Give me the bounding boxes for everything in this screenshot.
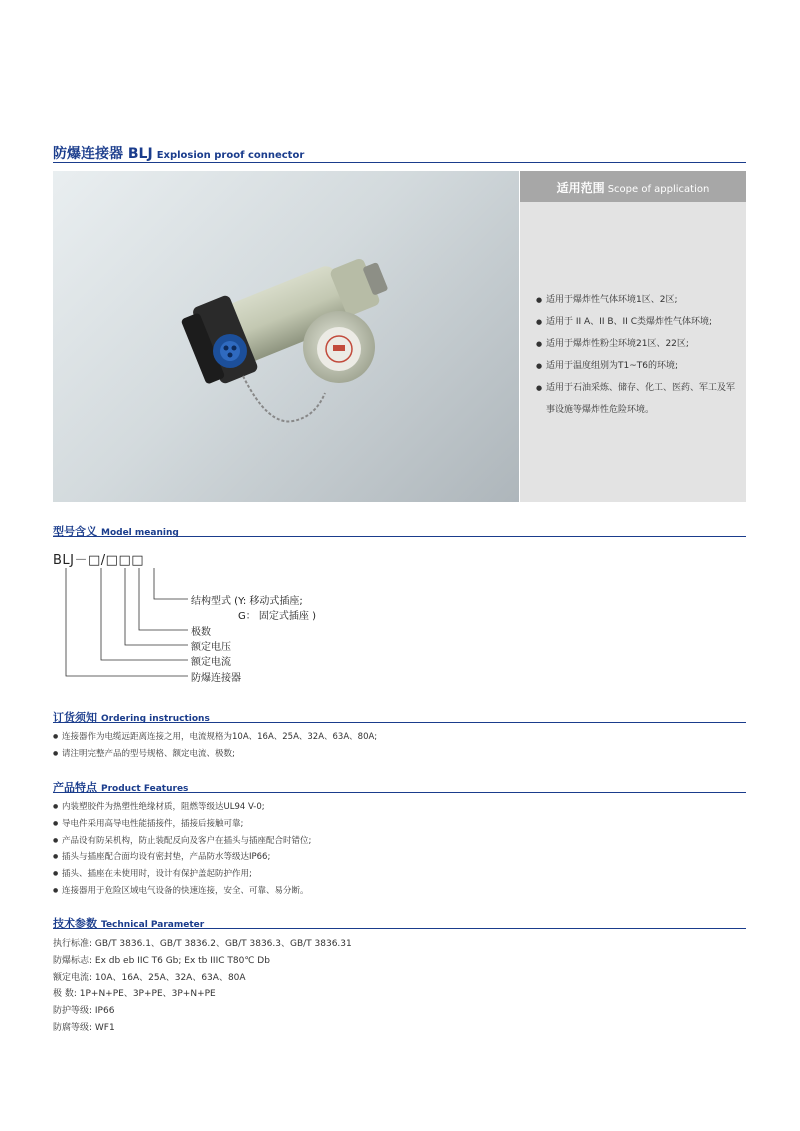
technical-title-en: Technical Parameter [101,920,205,930]
ordering-item: ● 连接器作为电缆远距离连接之用，电流规格为10A、16A、25A、32A、63A、80A; [53,729,746,746]
model-title-en: Model meaning [101,528,179,538]
features-title-en: Product Features [101,784,189,794]
ordering-list [53,729,746,763]
scope-item: ● 适用于爆炸性气体环境1区、2区; [536,289,736,311]
technical-section-title [53,912,746,929]
feature-item: ● 导电件采用高导电性能插接件，插接后接触可靠; [53,816,746,833]
feature-item: ● 产品设有防呆机构，防止装配反向及客户在插头与插座配合时错位; [53,833,746,850]
ordering-title-en: Ordering instructions [101,714,210,724]
ordering-title-zh: 订货须知 [53,711,97,724]
scope-item: ● 适用于爆炸性粉尘环境21区、22区; [536,333,736,355]
param-row: 执行标准: GB/T 3836.1、GB/T 3836.2、GB/T 3836.3、GB/T 3836.31 [53,939,352,949]
ordering-section-title [53,706,746,723]
feature-item: ● 连接器用于危险区域电气设备的快速连接，安全、可靠、易分断。 [53,883,746,900]
param-row: 防腐等级: WF1 [53,1022,115,1033]
model-label-structure-g: G： 固定式插座 ) [238,611,317,622]
feature-item: ● 插头、插座在未使用时，设计有保护盖起防护作用; [53,866,746,883]
features-list [53,799,746,900]
model-label-product: 防爆连接器 [191,673,241,684]
page-title-zh: 防爆连接器 BLJ [53,146,153,162]
technical-list [53,936,746,1037]
model-label-poles: 极数 [191,627,211,638]
param-row: 防护等级: IP66 [53,1006,115,1017]
scope-item: ● 适用于温度组别为T1~T6的环境; [536,355,736,377]
feature-item: ● 内装塑胶件为热塑性绝缘材质，阻燃等级达UL94 V-0; [53,799,746,816]
ordering-item: ● 请注明完整产品的型号规格、额定电流、极数; [53,746,746,763]
features-section-title [53,776,746,793]
scope-item: ● 适用于 II A、II B、II C类爆炸性气体环境; [536,311,736,333]
model-label-structure: 结构型式 (Y: 移动式插座; [191,596,303,607]
scope-title-zh: 适用范围 [556,181,605,195]
model-code: BLJ－□/□□□ [53,553,145,568]
param-row: 极 数: 1P+N+PE、3P+PE、3P+N+PE [53,989,216,1000]
page-title-en: Explosion proof connector [156,150,305,161]
technical-title-zh: 技术参数 [53,917,97,930]
param-row: 额定电流: 10A、16A、25A、32A、63A、80A [53,972,246,983]
features-title-zh: 产品特点 [53,781,97,794]
model-label-voltage: 额定电压 [191,642,231,653]
scope-item: ● 适用于石油采炼、储存、化工、医药、军工及军事设施等爆炸性危险环境。 [536,377,736,421]
feature-item: ● 插头与插座配合面均设有密封垫，产品防水等级达IP66; [53,849,746,866]
scope-title-en: Scope of application [607,184,710,195]
model-label-current: 额定电流 [191,657,231,668]
param-row: 防爆标志: Ex db eb IIC T6 Gb; Ex tb IIIC T80℃ Db [53,955,270,966]
model-title-zh: 型号含义 [53,525,97,538]
